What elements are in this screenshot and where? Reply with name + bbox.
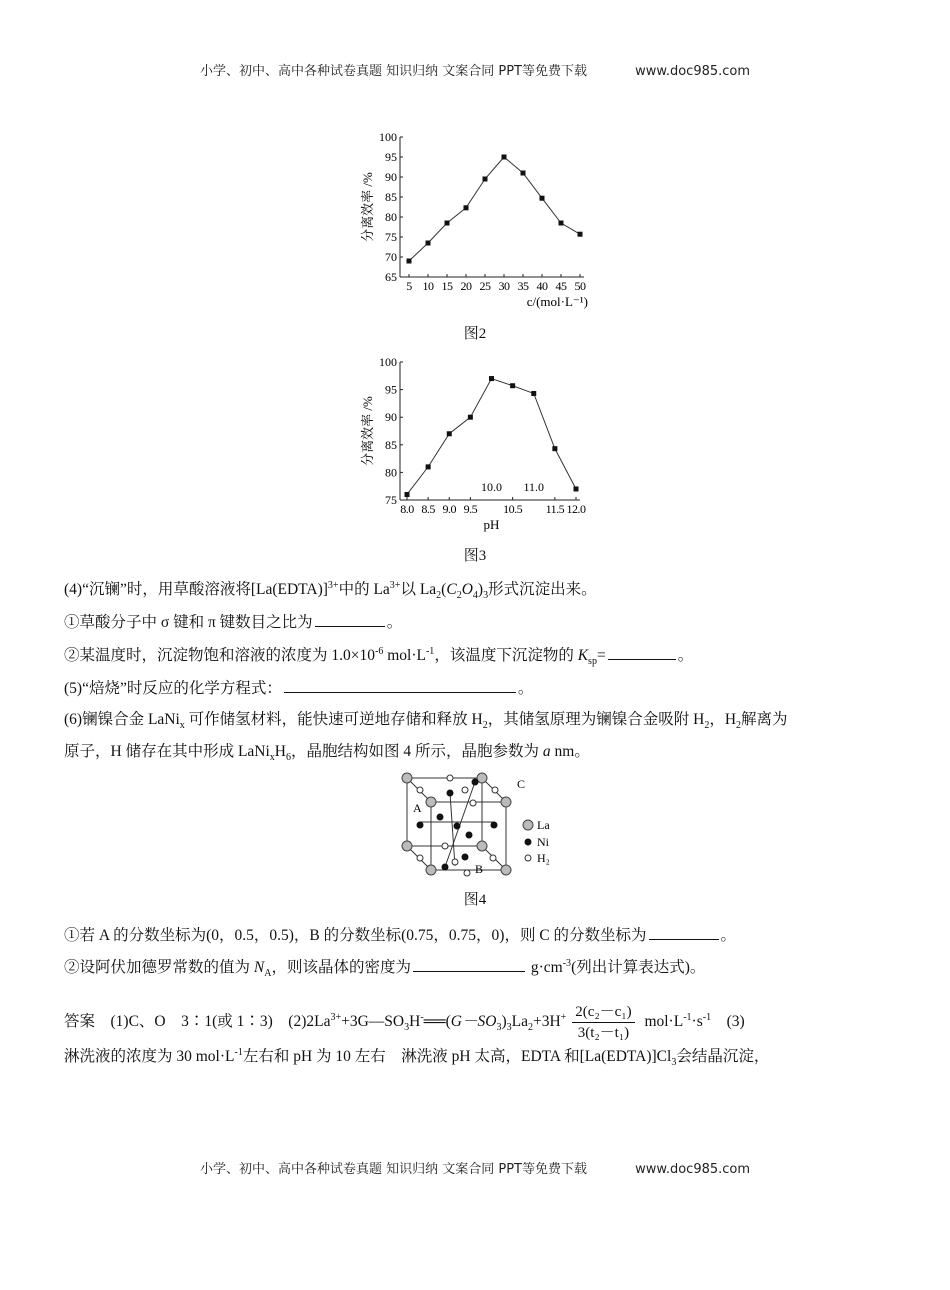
answer-blank <box>284 678 516 693</box>
answer-blank <box>608 645 676 660</box>
x-tick-label: 50 <box>574 279 586 293</box>
text-segment: 中的 La <box>338 581 390 598</box>
x-tick-label: 15 <box>441 279 453 293</box>
y-tick-label: 65 <box>385 270 397 284</box>
text-segment: O <box>461 581 473 598</box>
label-c: C <box>517 777 526 791</box>
text-segment: = <box>596 647 606 664</box>
text-segment: +3H <box>532 1013 561 1031</box>
text-segment: ══( <box>423 1013 451 1031</box>
text-segment: -3 <box>562 957 572 969</box>
text-segment: ) <box>501 1013 507 1031</box>
text-segment: 可作储氢材料，能快速可逆地存储和释放 H <box>184 711 483 728</box>
text-segment: (3) <box>711 1013 745 1031</box>
text-segment: 2 <box>527 1022 533 1034</box>
data-point <box>445 221 450 226</box>
text-segment: mol·L <box>383 647 426 664</box>
x-tick-label: 25 <box>479 279 491 293</box>
text-segment: 3+ <box>389 579 401 591</box>
data-point <box>510 383 515 388</box>
answer-blank <box>649 925 719 940</box>
text-segment: ，晶胞结构如图 4 所示，晶胞参数为 <box>291 743 543 760</box>
fraction-numerator: 2(c₂－c₁) <box>572 1002 634 1023</box>
data-point <box>574 486 579 491</box>
label-a: A <box>413 801 422 815</box>
footer-link[interactable]: www.doc985.com <box>635 1162 751 1177</box>
y-axis-label: 分离效率 /% <box>360 396 375 466</box>
legend-h2: H₂ <box>537 851 550 865</box>
text-segment: ②设阿伏加德罗常数的值为 <box>64 959 254 976</box>
footer-text: 小学、初中、高中各种试卷真题 知识归纳 文案合同 PPT等免费下载 <box>199 1162 587 1177</box>
data-point <box>531 391 536 396</box>
text-segment: 2 <box>736 720 742 732</box>
text-segment: a <box>542 743 551 760</box>
y-tick-label: 100 <box>379 355 397 369</box>
text-segment: ，其储氢原理为镧镍合金吸附 H <box>487 711 705 728</box>
legend-la: La <box>537 818 550 832</box>
question-line <box>64 678 533 699</box>
text-segment: 2 <box>704 720 710 732</box>
answer-line <box>64 1047 769 1067</box>
question-line <box>64 710 788 730</box>
y-tick-label: 85 <box>385 190 397 204</box>
x-tick-label: 40 <box>536 279 548 293</box>
text-segment: (列出计算表达式)。 <box>571 959 706 976</box>
text-segment: x <box>179 720 185 732</box>
text-segment: 3 <box>671 1057 677 1069</box>
x-tick-label: 9.5 <box>463 502 478 516</box>
x-tick-label: 10.0 <box>481 480 502 494</box>
text-segment: ②某温度时，沉淀物饱和溶液的浓度为 1.0×10 <box>64 647 375 664</box>
data-point <box>578 232 583 237</box>
text-segment: H <box>274 743 286 760</box>
x-tick-label: 11.0 <box>523 480 545 494</box>
data-point <box>502 155 507 160</box>
text-segment: 2 <box>456 590 462 602</box>
x-tick-label: 30 <box>498 279 510 293</box>
y-axis-label: 分离效率 /% <box>360 172 375 242</box>
label-b: B <box>475 862 484 876</box>
data-point <box>483 177 488 182</box>
data-point <box>464 205 469 210</box>
text-segment: -1 <box>702 1011 712 1023</box>
answer-line <box>64 1002 745 1043</box>
x-tick-label: 10 <box>422 279 434 293</box>
data-point <box>447 431 452 436</box>
data-point <box>407 259 412 264</box>
question-line <box>64 925 736 946</box>
text-segment: 2 <box>436 590 442 602</box>
text-segment: G－SO <box>450 1013 497 1031</box>
figure-4-caption: 图4 <box>463 892 487 908</box>
text-segment: 。 <box>386 614 403 631</box>
text-segment: -6 <box>375 645 384 657</box>
text-segment: A <box>264 968 272 980</box>
x-tick-label: 9.0 <box>442 502 456 516</box>
x-tick-label: 45 <box>555 279 567 293</box>
text-segment: ①若 A 的分数坐标为(0，0.5，0.5)，B 的分数坐标(0.75，0.75，0)，则 C 的分数坐标为 <box>64 927 647 944</box>
y-tick-label: 100 <box>379 130 397 144</box>
x-axis-label: pH <box>483 517 500 532</box>
text-segment: 原子，H 储存在其中形成 LaNi <box>64 743 270 760</box>
text-segment: 3+ <box>330 1011 342 1023</box>
answer-blank <box>315 612 385 627</box>
text-segment: 。 <box>720 927 737 944</box>
x-axis-label: c/(mol·L⁻¹) <box>526 294 588 309</box>
y-tick-label: 85 <box>385 437 397 452</box>
text-segment: 6 <box>286 752 291 764</box>
y-tick-label: 95 <box>385 382 397 397</box>
text-segment: C <box>446 581 457 598</box>
x-tick-label: 12.0 <box>566 502 586 516</box>
text-segment: + <box>560 1011 567 1023</box>
text-segment: sp <box>588 656 597 668</box>
question-line <box>64 742 590 762</box>
text-segment: 3 <box>496 1022 502 1034</box>
data-point <box>426 241 431 246</box>
text-segment: 3 <box>506 1022 512 1034</box>
page-header <box>0 60 950 79</box>
page-footer <box>0 1158 950 1177</box>
y-tick-label: 75 <box>385 230 397 244</box>
text-segment: 形式沉淀出来。 <box>488 581 597 598</box>
data-point <box>552 446 557 451</box>
text-segment: ①草酸分子中 σ 键和 π 键数目之比为 <box>64 614 313 631</box>
y-tick-label: 70 <box>385 250 397 264</box>
text-segment: ) <box>477 581 484 598</box>
text-segment: ·s <box>691 1013 703 1031</box>
data-point <box>405 492 410 497</box>
data-point <box>489 376 494 381</box>
text-segment: -1 <box>425 645 435 657</box>
text-segment: La <box>511 1013 528 1031</box>
x-tick-label: 10.5 <box>503 502 523 516</box>
figure-3-caption: 图3 <box>463 548 487 564</box>
fraction-denominator: 3(t₂－t₁) <box>577 1025 630 1041</box>
text-segment: g·cm <box>526 959 563 976</box>
x-tick-label: 8.0 <box>400 502 414 516</box>
text-segment: N <box>253 959 265 976</box>
text-segment: 会结晶沉淀， <box>676 1048 770 1065</box>
text-segment: 。 <box>517 680 534 697</box>
text-segment: 以 La <box>400 581 437 598</box>
text-segment: 3 <box>404 1022 410 1034</box>
question-line <box>64 957 705 978</box>
text-segment: 。 <box>677 647 694 664</box>
text-segment: 左右和 pH 为 10 左右 淋洗液 pH 太高，EDTA 和[La(EDTA)]Cl <box>242 1048 672 1065</box>
text-segment: 3+ <box>327 579 339 591</box>
y-tick-label: 95 <box>385 150 397 164</box>
ni-legend-icon <box>525 839 532 846</box>
header-text: 小学、初中、高中各种试卷真题 知识归纳 文案合同 PPT等免费下载 <box>199 64 587 79</box>
data-point <box>559 221 564 226</box>
text-segment: nm。 <box>550 743 590 760</box>
x-tick-label: 11.5 <box>545 502 565 516</box>
figure-3-chart <box>350 350 600 535</box>
y-tick-label: 80 <box>385 465 397 480</box>
text-segment: +3G—SO <box>341 1013 405 1031</box>
x-tick-label: 20 <box>460 279 472 293</box>
text-segment: -1 <box>683 1011 692 1023</box>
series-line <box>407 379 576 495</box>
text-segment: (5)“焙烧”时反应的化学方程式： <box>64 680 282 697</box>
figure-2-chart <box>350 125 600 315</box>
crystal-cell-figure <box>395 770 565 880</box>
text-segment: ( <box>441 581 447 598</box>
header-link[interactable]: www.doc985.com <box>635 64 751 79</box>
text-segment: 2 <box>482 720 488 732</box>
text-segment: 3 <box>483 590 489 602</box>
data-point <box>426 464 431 469</box>
legend-ni: Ni <box>537 835 549 849</box>
x-tick-label: 8.5 <box>421 502 435 516</box>
text-segment: - <box>420 1011 424 1023</box>
text-segment: ，H <box>709 711 737 728</box>
question-line <box>64 645 693 666</box>
x-tick-label: 5 <box>406 279 412 293</box>
text-segment: 解离为 <box>741 711 788 728</box>
text-segment: -1 <box>234 1046 243 1058</box>
text-segment: (6)镧镍合金 LaNi <box>64 711 180 728</box>
data-point <box>468 415 473 420</box>
text-segment: K <box>577 647 589 664</box>
question-line <box>64 580 597 600</box>
question-line <box>64 612 402 633</box>
rate-fraction <box>572 1002 634 1043</box>
text-segment: ，则该晶体的密度为 <box>271 959 411 976</box>
data-point <box>521 171 526 176</box>
data-point <box>540 196 545 201</box>
y-tick-label: 80 <box>385 210 397 224</box>
text-segment: H <box>409 1013 421 1031</box>
la-legend-icon <box>523 820 533 830</box>
text-segment: ，该温度下沉淀物的 <box>434 647 578 664</box>
y-tick-label: 90 <box>385 410 397 425</box>
h2-legend-icon <box>525 855 531 861</box>
text-segment: 淋洗液的浓度为 30 mol·L <box>64 1048 235 1065</box>
text-segment: mol·L <box>640 1013 684 1031</box>
text-segment: x <box>269 752 275 764</box>
series-line <box>409 157 580 261</box>
x-tick-label: 35 <box>517 279 529 293</box>
figure-2-caption: 图2 <box>463 326 487 342</box>
answer-blank <box>413 957 525 972</box>
text-segment: 4 <box>472 590 478 602</box>
y-tick-label: 75 <box>385 493 397 507</box>
text-segment: 答案 (1)C、O 3∶1(或 1∶3) (2)2La <box>64 1013 331 1031</box>
y-tick-label: 90 <box>385 170 397 184</box>
text-segment: (4)“沉镧”时，用草酸溶液将[La(EDTA)] <box>64 581 328 598</box>
